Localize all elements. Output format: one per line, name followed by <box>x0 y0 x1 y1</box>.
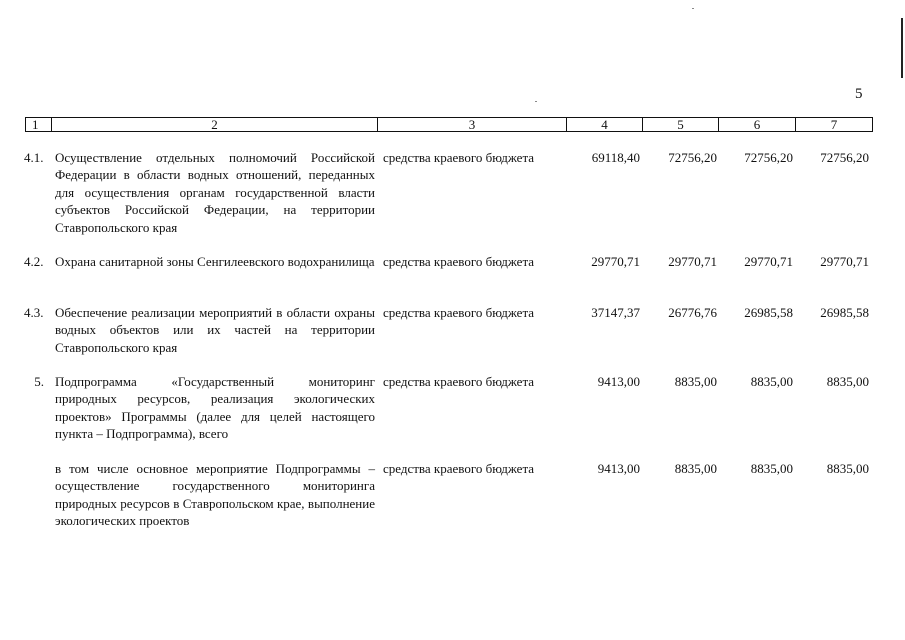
header-col-6: 6 <box>719 118 796 132</box>
header-col-5: 5 <box>643 118 719 132</box>
row-value-col6: 8835,00 <box>750 374 793 389</box>
row-value-col5: 8835,00 <box>674 374 717 389</box>
row-value-col5: 26776,76 <box>668 305 717 320</box>
row-description: Подпрограмма «Государственный мониторинг природных ресурсов, реализация экологических проектов» Программы (далее для целей настоящего пункта – Подпрограмма), всего <box>55 374 375 442</box>
header-col-2: 2 <box>52 118 378 132</box>
row-number: 4.3. <box>24 305 44 320</box>
row-value-col4: 9413,00 <box>597 374 640 389</box>
row-value-col7: 29770,71 <box>820 254 869 269</box>
row-value-col7: 8835,00 <box>826 461 869 476</box>
row-number: 4.2. <box>24 254 44 269</box>
row-value-col4: 29770,71 <box>591 254 640 269</box>
row-value-col7: 72756,20 <box>820 150 869 165</box>
row-value-col4: 37147,37 <box>591 305 640 320</box>
row-number: 4.1. <box>24 150 44 165</box>
row-value-col6: 29770,71 <box>744 254 793 269</box>
row-description: Охрана санитарной зоны Сенгилеевского водохранилища <box>55 254 375 269</box>
header-col-3: 3 <box>378 118 567 132</box>
column-number-header <box>25 117 873 132</box>
header-col-1: 1 <box>26 118 52 132</box>
row-funding-source: средства краевого бюджета <box>383 461 535 476</box>
row-value-col5: 8835,00 <box>674 461 717 476</box>
row-value-col5: 29770,71 <box>668 254 717 269</box>
row-funding-source: средства краевого бюджета <box>383 254 535 269</box>
row-description: Обеспечение реализации мероприятий в области охраны водных объектов или их частей на территории Ставропольского края <box>55 305 375 355</box>
row-value-col4: 9413,00 <box>597 461 640 476</box>
row-value-col6: 26985,58 <box>744 305 793 320</box>
row-funding-source: средства краевого бюджета <box>383 150 535 165</box>
scan-dot <box>692 8 694 9</box>
scan-edge-mark <box>901 18 903 78</box>
row-value-col7: 8835,00 <box>826 374 869 389</box>
row-value-col4: 69118,40 <box>591 150 640 165</box>
scan-dot <box>535 101 537 102</box>
page-number: 5 <box>855 86 863 102</box>
row-description: в том числе основное мероприятие Подпрограммы – осуществление государственного мониторинга природных ресурсов в Ставропольском крае, выполнение экологических проектов <box>55 461 375 529</box>
row-value-col6: 72756,20 <box>744 150 793 165</box>
row-value-col5: 72756,20 <box>668 150 717 165</box>
row-funding-source: средства краевого бюджета <box>383 305 535 320</box>
header-col-7: 7 <box>796 118 873 132</box>
row-description: Осуществление отдельных полномочий Российской Федерации в области водных отношений, переданных для осуществления органам государственной власти субъектов Российской Федерации, на территории Ставропольского края <box>55 150 375 235</box>
header-col-4: 4 <box>567 118 643 132</box>
row-number: 5. <box>34 374 44 389</box>
row-value-col7: 26985,58 <box>820 305 869 320</box>
row-value-col6: 8835,00 <box>750 461 793 476</box>
row-funding-source: средства краевого бюджета <box>383 374 535 389</box>
